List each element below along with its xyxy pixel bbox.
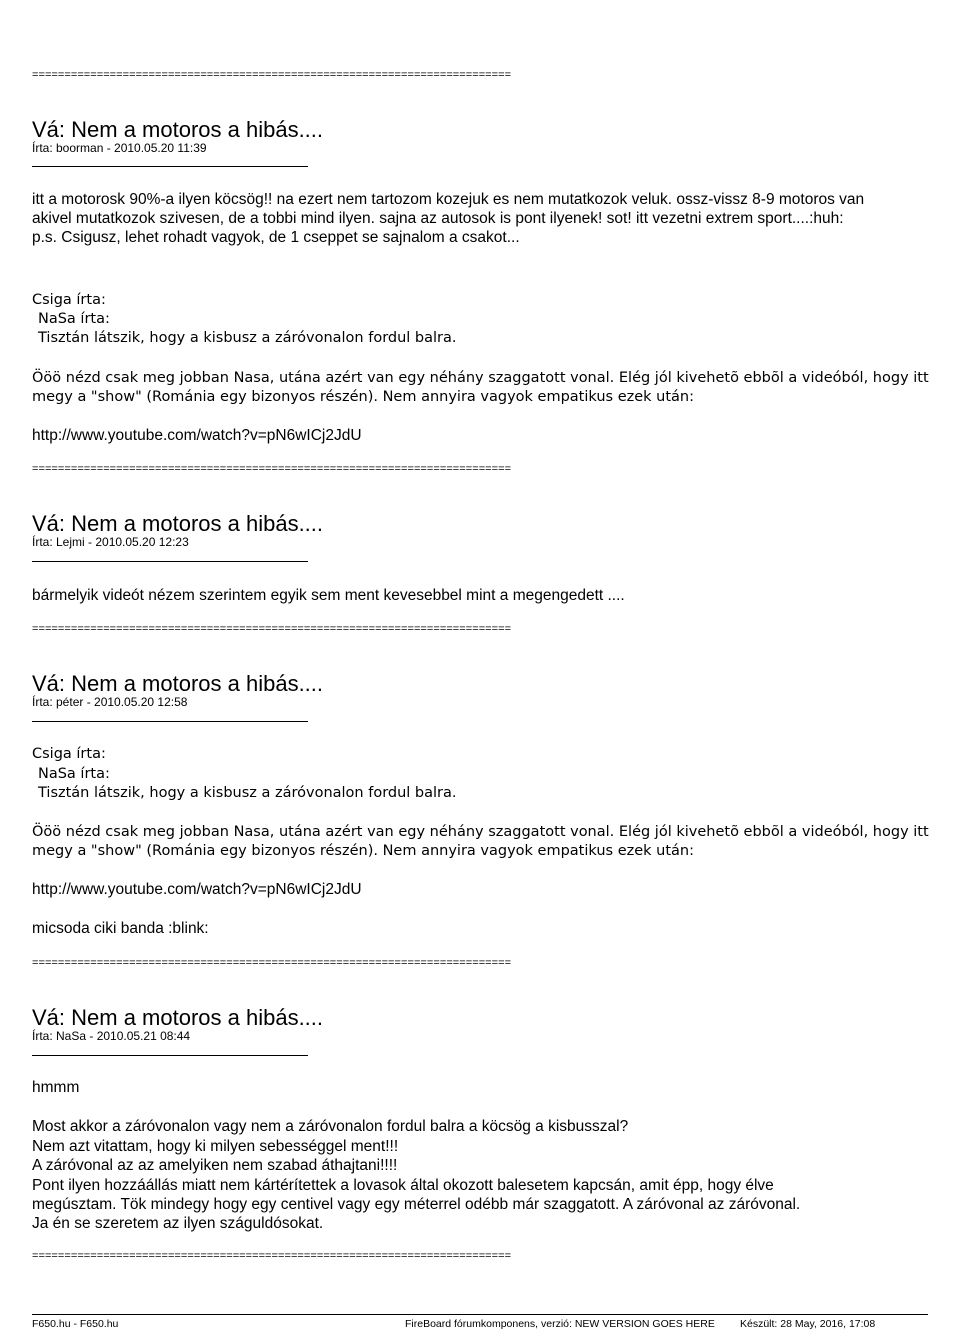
post-body-line: hmmm bbox=[32, 1079, 80, 1096]
post-meta: Írta: NaSa - 2010.05.21 08:44 bbox=[32, 1029, 191, 1043]
separator: ========================================================================== bbox=[32, 1250, 512, 1262]
footer-rule bbox=[32, 1314, 928, 1315]
post-divider bbox=[32, 166, 308, 167]
post-body-line: Ja én se szeretem az ilyen száguldósokat. bbox=[32, 1215, 324, 1232]
footer-site: F650.hu - F650.hu bbox=[32, 1318, 119, 1330]
quote-author: Csiga írta: bbox=[32, 746, 106, 762]
quote-author: Csiga írta: bbox=[32, 292, 106, 308]
footer-component: FireBoard fórumkomponens, verzió: NEW VERSION GOES HERE bbox=[405, 1318, 715, 1330]
post-title: Vá: Nem a motoros a hibás.... bbox=[32, 117, 324, 142]
post-body-line: Pont ilyen hozzáállás miatt nem kártérítettek a lovasok által okozott balesetem kapcsán, amit épp, hogy élve bbox=[32, 1177, 774, 1194]
post-body-line: megúsztam. Tök mindegy hogy egy centivel vagy egy méterrel odébb már szaggatott. A záróvonal az záróvonal. bbox=[32, 1196, 801, 1213]
quote-text: megy a "show" (Románia egy bizonyos részén). Nem annyira vagyok empatikus ezek után: bbox=[32, 389, 694, 405]
footer-generated: Készült: 28 May, 2016, 17:08 bbox=[740, 1318, 876, 1330]
post-body-line: itt a motorosk 90%-a ilyen köcsög!! na ezert nem tartozom kozejuk es nem mutatkozok veluk. ossz-vissz 8-9 motoros van bbox=[32, 191, 865, 208]
post-body-line: bármelyik videót nézem szerintem egyik sem ment kevesebbel mint a megengedett .... bbox=[32, 587, 625, 604]
separator: ========================================================================== bbox=[32, 69, 512, 81]
post-body-line: p.s. Csigusz, lehet rohadt vagyok, de 1 cseppet se sajnalom a csakot... bbox=[32, 229, 520, 246]
post-meta: Írta: boorman - 2010.05.20 11:39 bbox=[32, 141, 207, 155]
nested-quote-author: NaSa írta: bbox=[38, 311, 110, 327]
quote-text: megy a "show" (Románia egy bizonyos részén). Nem annyira vagyok empatikus ezek után: bbox=[32, 843, 694, 859]
post-body-line: Most akkor a záróvonalon vagy nem a záróvonalon fordul balra a köcsög a kisbusszal? bbox=[32, 1118, 629, 1135]
post-meta: Írta: Lejmi - 2010.05.20 12:23 bbox=[32, 535, 189, 549]
post-body-line: Nem azt vitattam, hogy ki milyen sebességgel ment!!! bbox=[32, 1138, 399, 1155]
nested-quote-text: Tisztán látszik, hogy a kisbusz a záróvonalon fordul balra. bbox=[38, 330, 457, 346]
post-body-line: A záróvonal az az amelyiken nem szabad áthajtani!!!! bbox=[32, 1157, 398, 1174]
post-title: Vá: Nem a motoros a hibás.... bbox=[32, 671, 324, 696]
separator: ========================================================================== bbox=[32, 463, 512, 475]
nested-quote-text: Tisztán látszik, hogy a kisbusz a záróvonalon fordul balra. bbox=[38, 785, 457, 801]
separator: ========================================================================== bbox=[32, 623, 512, 635]
nested-quote-author: NaSa írta: bbox=[38, 766, 110, 782]
post-divider bbox=[32, 721, 308, 722]
video-link[interactable]: http://www.youtube.com/watch?v=pN6wICj2JdU bbox=[32, 881, 362, 898]
post-divider bbox=[32, 1055, 308, 1056]
quote-text: Ööö nézd csak meg jobban Nasa, utána azért van egy néhány szaggatott vonal. Elég jól kivehetõ ebbõl a videóból, hogy itt bbox=[32, 824, 929, 840]
separator: ========================================================================== bbox=[32, 957, 512, 969]
post-meta: Írta: péter - 2010.05.20 12:58 bbox=[32, 695, 188, 709]
video-link[interactable]: http://www.youtube.com/watch?v=pN6wICj2JdU bbox=[32, 427, 362, 444]
quote-text: Ööö nézd csak meg jobban Nasa, utána azért van egy néhány szaggatott vonal. Elég jól kivehetõ ebbõl a videóból, hogy itt bbox=[32, 370, 929, 386]
post-title: Vá: Nem a motoros a hibás.... bbox=[32, 1005, 324, 1030]
post-divider bbox=[32, 561, 308, 562]
post-body-line: micsoda ciki banda :blink: bbox=[32, 920, 209, 937]
post-title: Vá: Nem a motoros a hibás.... bbox=[32, 511, 324, 536]
post-body-line: akivel mutatkozok szivesen, de a tobbi mind ilyen. sajna az autosok is pont ilyenek! sot! itt vezetni extrem sport....:huh: bbox=[32, 210, 844, 227]
